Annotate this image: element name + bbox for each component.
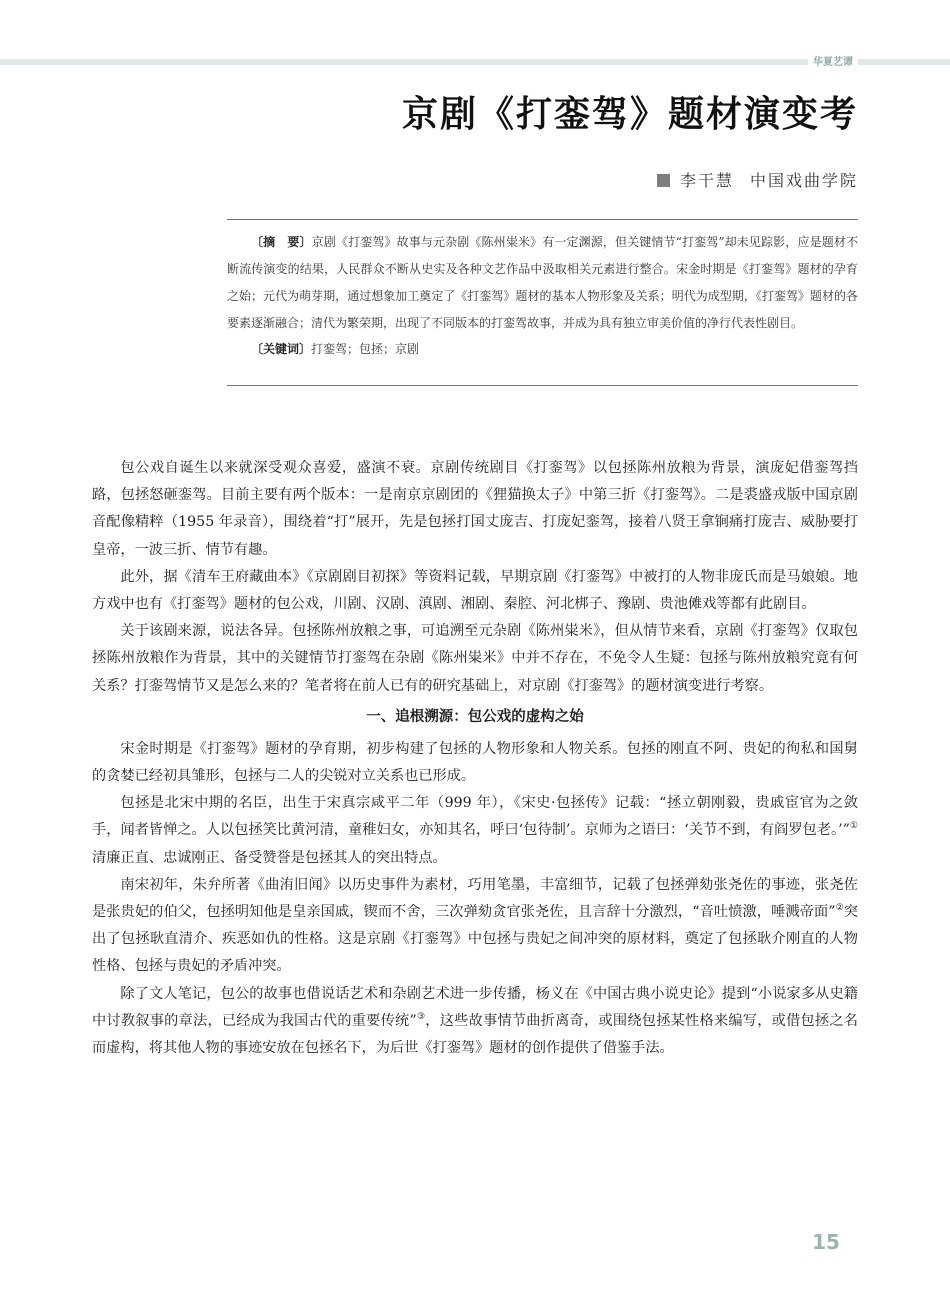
keywords-label: 〔关键词〕 — [251, 342, 312, 356]
byline — [657, 168, 858, 191]
paragraph: 包公戏自诞生以来就深受观众喜爱，盛演不衰。京剧传统剧目《打銮驾》以包拯陈州放粮为背景，演庞妃借銮驾挡路，包拯怒砸銮驾。目前主要有两个版本：一是南京京剧团的《狸猫换太子》中第三折《打銮驾》。二是裘盛戎版中国京剧音配像精粹（1955 年录音），围绕着“打”展开，先是包拯打国丈庞吉、打庞妃銮驾，接着八贤王拿锏痛打庞吉、威胁要打皇帝，一波三折、情节有趣。 — [92, 460, 858, 558]
footnote-marker: ② — [835, 903, 844, 914]
author-affiliation: 中国戏曲学院 — [749, 171, 858, 190]
paragraph — [92, 981, 858, 1063]
paragraph — [92, 872, 858, 981]
article-title: 京剧《打銮驾》题材演变考 — [401, 93, 858, 135]
paragraph-text: 清廉正直、忠诚刚正、备受赞誉是包拯其人的突出特点。 — [92, 849, 447, 866]
header-rule-right — [858, 59, 950, 65]
square-bullet-icon — [657, 174, 670, 187]
keywords-text: 打銮驾；包拯；京剧 — [311, 342, 420, 356]
page-number: 15 — [812, 1230, 840, 1254]
abstract-label: 〔摘 要〕 — [251, 235, 312, 249]
abstract-box — [227, 219, 858, 386]
article-body — [92, 455, 858, 1062]
paragraph-text: 南宋初年，朱弁所著《曲洧旧闻》以历史事件为素材，巧用笔墨，丰富细节，记载了包拯弹劾张尧佐的事迹，张尧佐是张贵妃的伯父，包拯明知他是皇亲国戚，锲而不舍，三次弹劾贪官张尧佐，且言辞十分激烈，“音吐愤激，唾溅帝面” — [92, 876, 858, 921]
keywords — [227, 337, 858, 361]
footnote-marker: ① — [849, 821, 858, 832]
author-name: 李干慧 — [679, 171, 734, 190]
paragraph-text: 突出了包拯耿直清介、疾恶如仇的性格。这是京剧《打銮驾》中包拯与贵妃之间冲突的原材料，奠定了包拯耿介刚直的人物性格、包拯与贵妃的矛盾冲突。 — [92, 904, 858, 975]
abstract-text: 京剧《打銮驾》故事与元杂剧《陈州粜米》有一定渊源，但关键情节“打銮驾”却未见踪影，应是题材不断流传演变的结果，人民群众不断从史实及各种文艺作品中汲取相关元素进行整合。宋金时期是《打銮驾》题材的孕育之始；元代为萌芽期，通过想象加工奠定了《打銮驾》题材的基本人物形象及关系；明代为成型期，《打銮驾》题材的各要素逐渐融合；清代为繁荣期，出现了不同版本的打銮驾故事，并成为具有独立审美价值的净行代表性剧目。 — [227, 235, 858, 330]
paragraph: 关于该剧来源，说法各异。包拯陈州放粮之事，可追溯至元杂剧《陈州粜米》，但从情节来看，京剧《打銮驾》仅取包拯陈州放粮作为背景，其中的关键情节打銮驾在杂剧《陈州粜米》中并不存在，不免令人生疑：包拯与陈州放粮究竟有何关系？打銮驾情节又是怎么来的？笔者将在前人已有的研究基础上，对京剧《打銮驾》的题材演变进行考察。 — [92, 623, 858, 694]
section-heading: 一、追根溯源：包公戏的虚构之始 — [366, 708, 584, 725]
paragraph — [92, 790, 858, 872]
paragraph-text: 除了文人笔记，包公的故事也借说话艺术和杂剧艺术进一步传播，杨义在《中国古典小说史论》提到“小说家多从史籍中讨教叙事的章法，已经成为我国古代的重要传统” — [92, 985, 858, 1029]
paragraph-text: 包拯是北宋中期的名臣，出生于宋真宗咸平二年（999 年），《宋史·包拯传》记载：“拯立朝刚毅，贵戚宦官为之敛手，闻者皆惮之。人以包拯笑比黄河清，童稚妇女，亦知其名，呼曰‘包待制’。京师为之语曰：‘关节不到，有阎罗包老。’” — [92, 795, 858, 839]
footnote-marker: ③ — [416, 1011, 426, 1022]
abstract — [227, 229, 858, 337]
header-rule — [0, 59, 820, 65]
column-name: 华夏艺谭 — [808, 53, 858, 68]
paragraph-text: ，这些故事情节曲折离奇，或围绕包拯某性格来编写，或借包拯之名而虚构，将其他人物的事迹安放在包拯名下，为后世《打銮驾》题材的创作提供了借鉴手法。 — [92, 1012, 858, 1057]
paragraph: 宋金时期是《打銮驾》题材的孕育期，初步构建了包拯的人物形象和人物关系。包拯的刚直不阿、贵妃的徇私和国舅的贪婪已经初具雏形，包拯与二人的尖锐对立关系也已形成。 — [92, 740, 858, 785]
paragraph: 此外，据《清车王府藏曲本》《京剧剧目初探》等资料记载，早期京剧《打銮驾》中被打的人物非庞氏而是马娘娘。地方戏中也有《打銮驾》题材的包公戏，川剧、汉剧、滇剧、湘剧、秦腔、河北梆子、豫剧、贵池傩戏等都有此剧目。 — [92, 568, 858, 613]
